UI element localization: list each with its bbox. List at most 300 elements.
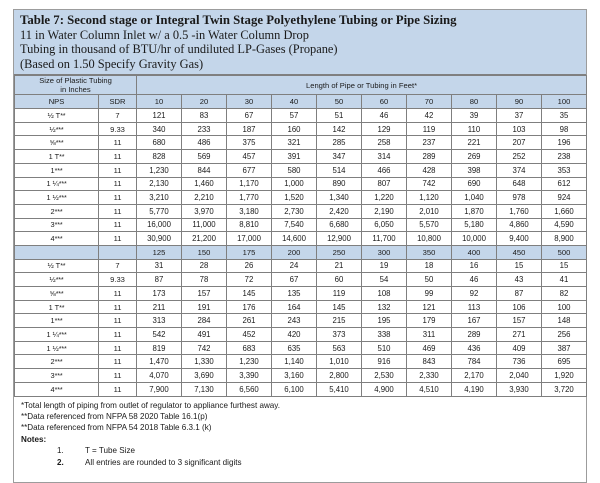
cell-capacity: 436 (452, 341, 497, 355)
cell-capacity: 1,340 (317, 191, 362, 205)
cell-capacity: 233 (182, 122, 227, 136)
cell-capacity: 72 (227, 273, 272, 287)
cell-capacity: 121 (407, 300, 452, 314)
cell-capacity: 110 (452, 122, 497, 136)
cell-capacity: 695 (542, 355, 587, 369)
cell-capacity: 3,160 (272, 369, 317, 383)
cell-capacity: 237 (407, 136, 452, 150)
table-row (15, 122, 587, 136)
cell-capacity: 4,510 (407, 382, 452, 396)
cell-capacity: 87 (497, 287, 542, 301)
table-row (15, 314, 587, 328)
table-row (15, 150, 587, 164)
length-header-100: 100 (542, 95, 587, 109)
cell-capacity: 258 (362, 136, 407, 150)
cell-capacity: 3,720 (542, 382, 587, 396)
cell-capacity: 1,140 (272, 355, 317, 369)
cell-capacity: 43 (497, 273, 542, 287)
cell-capacity: 67 (272, 273, 317, 287)
cell-capacity: 466 (362, 163, 407, 177)
length-header-20: 20 (182, 95, 227, 109)
cell-capacity: 844 (182, 163, 227, 177)
cell-capacity: 243 (272, 314, 317, 328)
footnote-total-length: *Total length of piping from outlet of regulator to appliance furthest away. (21, 400, 281, 410)
cell-capacity: 391 (272, 150, 317, 164)
cell-capacity: 57 (272, 109, 317, 123)
length-header-250: 250 (317, 245, 362, 259)
cell-capacity: 11,000 (182, 218, 227, 232)
cell-capacity: 82 (542, 287, 587, 301)
cell-capacity: 26 (227, 259, 272, 273)
cell-capacity: 1,120 (407, 191, 452, 205)
length-header-80: 80 (452, 95, 497, 109)
cell-capacity: 11,700 (362, 232, 407, 246)
cell-capacity: 347 (317, 150, 362, 164)
table-row (15, 287, 587, 301)
cell-sdr: 11 (99, 163, 137, 177)
cell-capacity: 2,800 (317, 369, 362, 383)
cell-capacity: 1,230 (137, 163, 182, 177)
length-header-60: 60 (362, 95, 407, 109)
cell-capacity: 742 (182, 341, 227, 355)
cell-nps: 1*** (15, 163, 99, 177)
note-1-text: T = Tube Size (85, 446, 136, 456)
length-header-500: 500 (542, 245, 587, 259)
note-2-number: 2. (57, 457, 64, 467)
cell-capacity: 1,040 (452, 191, 497, 205)
length-group-header: Length of Pipe or Tubing in Feet* (137, 76, 587, 95)
length-header-300: 300 (362, 245, 407, 259)
cell-capacity: 67 (227, 109, 272, 123)
cell-capacity: 15 (542, 259, 587, 273)
cell-capacity: 1,010 (317, 355, 362, 369)
cell-capacity: 3,210 (137, 191, 182, 205)
size-group-header: Size of Plastic Tubing in Inches (15, 76, 137, 95)
cell-capacity: 7,130 (182, 382, 227, 396)
length-header-175: 175 (227, 245, 272, 259)
cell-capacity: 10,800 (407, 232, 452, 246)
cell-capacity: 50 (407, 273, 452, 287)
cell-nps: ½*** (15, 273, 99, 287)
cell-capacity: 15 (497, 259, 542, 273)
cell-capacity: 176 (227, 300, 272, 314)
cell-capacity: 108 (362, 287, 407, 301)
cell-capacity: 313 (137, 314, 182, 328)
cell-capacity: 21 (317, 259, 362, 273)
table-row (15, 259, 587, 273)
table-row (15, 177, 587, 191)
cell-capacity: 87 (137, 273, 182, 287)
cell-capacity: 1,660 (542, 204, 587, 218)
cell-capacity: 736 (497, 355, 542, 369)
cell-sdr: 11 (99, 150, 137, 164)
length-header-125: 125 (137, 245, 182, 259)
cell-capacity: 145 (227, 287, 272, 301)
cell-capacity: 2,130 (137, 177, 182, 191)
cell-capacity: 8,810 (227, 218, 272, 232)
cell-capacity: 256 (542, 328, 587, 342)
table-row (15, 273, 587, 287)
cell-capacity: 7,540 (272, 218, 317, 232)
cell-capacity: 978 (497, 191, 542, 205)
cell-capacity: 3,970 (182, 204, 227, 218)
cell-capacity: 2,530 (362, 369, 407, 383)
length-header-450: 450 (497, 245, 542, 259)
cell-capacity: 4,860 (497, 218, 542, 232)
cell-capacity: 452 (227, 328, 272, 342)
cell-capacity: 4,190 (452, 382, 497, 396)
cell-capacity: 828 (137, 150, 182, 164)
table-row (15, 163, 587, 177)
cell-capacity: 4,900 (362, 382, 407, 396)
cell-capacity: 5,570 (407, 218, 452, 232)
cell-sdr: 11 (99, 287, 137, 301)
table-row (15, 218, 587, 232)
cell-capacity: 119 (317, 287, 362, 301)
cell-capacity: 145 (317, 300, 362, 314)
cell-capacity: 7,900 (137, 382, 182, 396)
table-frame (13, 9, 587, 483)
cell-capacity: 12,900 (317, 232, 362, 246)
cell-sdr: 11 (99, 191, 137, 205)
cell-capacity: 1,220 (362, 191, 407, 205)
length-header-70: 70 (407, 95, 452, 109)
footnotes-block (14, 397, 586, 483)
table-subtitle-gravity: (Based on 1.50 Specify Gravity Gas) (20, 56, 204, 71)
cell-capacity: 173 (137, 287, 182, 301)
sdr-header: SDR (99, 95, 137, 109)
cell-capacity: 398 (452, 163, 497, 177)
cell-nps: 1 ½*** (15, 341, 99, 355)
cell-capacity: 196 (542, 136, 587, 150)
cell-capacity: 135 (272, 287, 317, 301)
cell-capacity: 807 (362, 177, 407, 191)
cell-sdr: 7 (99, 259, 137, 273)
cell-capacity: 121 (137, 109, 182, 123)
cell-capacity: 580 (272, 163, 317, 177)
cell-capacity: 39 (452, 109, 497, 123)
cell-sdr: 11 (99, 232, 137, 246)
cell-capacity: 157 (497, 314, 542, 328)
cell-capacity: 269 (452, 150, 497, 164)
cell-capacity: 289 (452, 328, 497, 342)
cell-capacity: 160 (272, 122, 317, 136)
cell-sdr: 11 (99, 136, 137, 150)
cell-capacity: 4,590 (542, 218, 587, 232)
cell-capacity: 119 (407, 122, 452, 136)
cell-capacity: 17,000 (227, 232, 272, 246)
cell-capacity: 6,050 (362, 218, 407, 232)
table-row (15, 355, 587, 369)
cell-capacity: 890 (317, 177, 362, 191)
cell-capacity: 3,690 (182, 369, 227, 383)
cell-capacity: 1,460 (182, 177, 227, 191)
cell-capacity: 164 (272, 300, 317, 314)
cell-capacity: 28 (182, 259, 227, 273)
table-row (15, 136, 587, 150)
cell-capacity: 819 (137, 341, 182, 355)
cell-capacity: 1,330 (182, 355, 227, 369)
cell-capacity: 2,040 (497, 369, 542, 383)
cell-capacity: 100 (542, 300, 587, 314)
cell-sdr: 11 (99, 204, 137, 218)
table-row (15, 232, 587, 246)
cell-capacity: 843 (407, 355, 452, 369)
cell-capacity: 375 (227, 136, 272, 150)
table-title: Table 7: Second stage or Integral Twin Stage Polyethylene Tubing or Pipe Sizing (20, 13, 457, 27)
cell-capacity: 271 (497, 328, 542, 342)
cell-capacity: 16 (452, 259, 497, 273)
cell-capacity: 10,000 (452, 232, 497, 246)
cell-capacity: 353 (542, 163, 587, 177)
cell-nps: 1 ¼*** (15, 177, 99, 191)
cell-capacity: 491 (182, 328, 227, 342)
cell-capacity: 2,420 (317, 204, 362, 218)
notes-label: Notes: (21, 434, 47, 444)
cell-capacity: 238 (542, 150, 587, 164)
cell-capacity: 148 (542, 314, 587, 328)
cell-capacity: 3,390 (227, 369, 272, 383)
cell-capacity: 784 (452, 355, 497, 369)
cell-capacity: 648 (497, 177, 542, 191)
sizing-table (14, 75, 587, 396)
cell-nps: 3*** (15, 218, 99, 232)
cell-capacity: 3,180 (227, 204, 272, 218)
cell-capacity: 5,770 (137, 204, 182, 218)
cell-capacity: 2,010 (407, 204, 452, 218)
cell-capacity: 569 (182, 150, 227, 164)
cell-capacity: 284 (182, 314, 227, 328)
cell-capacity: 261 (227, 314, 272, 328)
footnote-nfpa54: **Data referenced from NFPA 54 2018 Table 6.3.1 (k) (21, 423, 212, 433)
cell-capacity: 14,600 (272, 232, 317, 246)
footnote-nfpa58: **Data referenced from NFPA 58 2020 Table 16.1(p) (21, 411, 208, 421)
cell-capacity: 157 (182, 287, 227, 301)
table-row (15, 204, 587, 218)
cell-capacity: 1,920 (542, 369, 587, 383)
column-header-row (15, 95, 587, 109)
cell-capacity: 373 (317, 328, 362, 342)
cell-capacity: 211 (137, 300, 182, 314)
nps-header: NPS (15, 95, 99, 109)
cell-capacity: 1,170 (227, 177, 272, 191)
cell-nps: ½*** (15, 122, 99, 136)
table-row (15, 369, 587, 383)
cell-capacity: 113 (452, 300, 497, 314)
cell-capacity: 1,870 (452, 204, 497, 218)
cell-capacity: 252 (497, 150, 542, 164)
cell-sdr: 11 (99, 369, 137, 383)
cell-capacity: 6,100 (272, 382, 317, 396)
cell-capacity: 742 (407, 177, 452, 191)
cell-capacity: 486 (182, 136, 227, 150)
cell-capacity: 24 (272, 259, 317, 273)
cell-capacity: 457 (227, 150, 272, 164)
cell-capacity: 142 (317, 122, 362, 136)
length-header-350: 350 (407, 245, 452, 259)
cell-capacity: 179 (407, 314, 452, 328)
cell-capacity: 215 (317, 314, 362, 328)
cell-capacity: 51 (317, 109, 362, 123)
cell-nps: 1 ¼*** (15, 328, 99, 342)
cell-capacity: 41 (542, 273, 587, 287)
cell-capacity: 542 (137, 328, 182, 342)
cell-capacity: 409 (497, 341, 542, 355)
cell-capacity: 60 (317, 273, 362, 287)
cell-capacity: 2,330 (407, 369, 452, 383)
cell-capacity: 1,470 (137, 355, 182, 369)
cell-capacity: 612 (542, 177, 587, 191)
cell-capacity: 1,760 (497, 204, 542, 218)
cell-capacity: 340 (137, 122, 182, 136)
cell-capacity: 635 (272, 341, 317, 355)
cell-capacity: 338 (362, 328, 407, 342)
cell-nps: 4*** (15, 382, 99, 396)
cell-capacity: 680 (137, 136, 182, 150)
cell-capacity: 195 (362, 314, 407, 328)
cell-sdr: 11 (99, 300, 137, 314)
cell-capacity: 2,190 (362, 204, 407, 218)
cell-nps: 1 T** (15, 300, 99, 314)
cell-nps: ⅝*** (15, 287, 99, 301)
cell-capacity: 2,730 (272, 204, 317, 218)
cell-capacity: 129 (362, 122, 407, 136)
cell-capacity: 1,770 (227, 191, 272, 205)
cell-capacity: 514 (317, 163, 362, 177)
cell-nps: 2*** (15, 355, 99, 369)
cell-capacity: 5,180 (452, 218, 497, 232)
length-header-200: 200 (272, 245, 317, 259)
cell-capacity: 683 (227, 341, 272, 355)
cell-sdr: 11 (99, 218, 137, 232)
cell-capacity: 1,230 (227, 355, 272, 369)
cell-nps: 2*** (15, 204, 99, 218)
column-header-row (15, 245, 587, 259)
cell-nps: ½ T** (15, 259, 99, 273)
cell-capacity: 285 (317, 136, 362, 150)
length-header-30: 30 (227, 95, 272, 109)
cell-capacity: 311 (407, 328, 452, 342)
cell-capacity: 92 (452, 287, 497, 301)
cell-capacity: 54 (362, 273, 407, 287)
cell-capacity: 1,520 (272, 191, 317, 205)
cell-capacity: 16,000 (137, 218, 182, 232)
cell-sdr: 9.33 (99, 122, 137, 136)
cell-capacity: 42 (407, 109, 452, 123)
cell-sdr: 11 (99, 355, 137, 369)
length-header-400: 400 (452, 245, 497, 259)
cell-capacity: 469 (407, 341, 452, 355)
length-header-10: 10 (137, 95, 182, 109)
cell-capacity: 5,410 (317, 382, 362, 396)
length-header-90: 90 (497, 95, 542, 109)
cell-sdr: 11 (99, 328, 137, 342)
cell-capacity: 46 (452, 273, 497, 287)
cell-capacity: 99 (407, 287, 452, 301)
table-row (15, 191, 587, 205)
cell-capacity: 6,560 (227, 382, 272, 396)
cell-capacity: 98 (542, 122, 587, 136)
cell-capacity: 21,200 (182, 232, 227, 246)
cell-nps: 1 ½*** (15, 191, 99, 205)
cell-nps: 1*** (15, 314, 99, 328)
cell-sdr: 11 (99, 382, 137, 396)
cell-sdr: 9.33 (99, 273, 137, 287)
cell-capacity: 374 (497, 163, 542, 177)
cell-capacity: 132 (362, 300, 407, 314)
table-row (15, 341, 587, 355)
cell-capacity: 289 (407, 150, 452, 164)
cell-capacity: 2,170 (452, 369, 497, 383)
cell-capacity: 1,000 (272, 177, 317, 191)
cell-sdr: 11 (99, 177, 137, 191)
cell-sdr: 11 (99, 314, 137, 328)
cell-capacity: 191 (182, 300, 227, 314)
cell-nps: 3*** (15, 369, 99, 383)
cell-capacity: 677 (227, 163, 272, 177)
cell-nps: 4*** (15, 232, 99, 246)
note-item-2 (21, 457, 580, 469)
cell-capacity: 187 (227, 122, 272, 136)
cell-capacity: 4,070 (137, 369, 182, 383)
length-header-150: 150 (182, 245, 227, 259)
table-subtitle-units: Tubing in thousand of BTU/hr of undiluted LP-Gases (Propane) (20, 42, 338, 57)
cell-capacity: 8,900 (542, 232, 587, 246)
cell-sdr: 7 (99, 109, 137, 123)
cell-capacity: 207 (497, 136, 542, 150)
nps-header-spacer (15, 245, 99, 259)
table-subtitle-inlet: 11 in Water Column Inlet w/ a 0.5 -in Water Column Drop (20, 27, 309, 42)
cell-capacity: 2,210 (182, 191, 227, 205)
note-2-text: All entries are rounded to 3 significant digits (85, 457, 242, 467)
cell-capacity: 3,930 (497, 382, 542, 396)
cell-capacity: 563 (317, 341, 362, 355)
cell-capacity: 35 (542, 109, 587, 123)
table-row (15, 300, 587, 314)
cell-capacity: 31 (137, 259, 182, 273)
group-header-row (15, 76, 587, 95)
cell-capacity: 37 (497, 109, 542, 123)
cell-sdr: 11 (99, 341, 137, 355)
cell-capacity: 167 (452, 314, 497, 328)
cell-capacity: 387 (542, 341, 587, 355)
cell-capacity: 916 (362, 355, 407, 369)
cell-nps: ⅝*** (15, 136, 99, 150)
table-title-block (14, 10, 586, 75)
cell-capacity: 420 (272, 328, 317, 342)
cell-capacity: 106 (497, 300, 542, 314)
cell-nps: 1 T** (15, 150, 99, 164)
cell-capacity: 6,680 (317, 218, 362, 232)
sdr-header-spacer (99, 245, 137, 259)
cell-capacity: 78 (182, 273, 227, 287)
length-header-50: 50 (317, 95, 362, 109)
cell-capacity: 221 (452, 136, 497, 150)
cell-capacity: 18 (407, 259, 452, 273)
cell-capacity: 510 (362, 341, 407, 355)
cell-capacity: 9,400 (497, 232, 542, 246)
table-row (15, 328, 587, 342)
cell-capacity: 46 (362, 109, 407, 123)
note-item-1 (21, 445, 580, 457)
table-row (15, 109, 587, 123)
cell-capacity: 924 (542, 191, 587, 205)
cell-capacity: 690 (452, 177, 497, 191)
cell-capacity: 103 (497, 122, 542, 136)
note-1-number: 1. (57, 446, 64, 456)
length-header-40: 40 (272, 95, 317, 109)
cell-capacity: 19 (362, 259, 407, 273)
